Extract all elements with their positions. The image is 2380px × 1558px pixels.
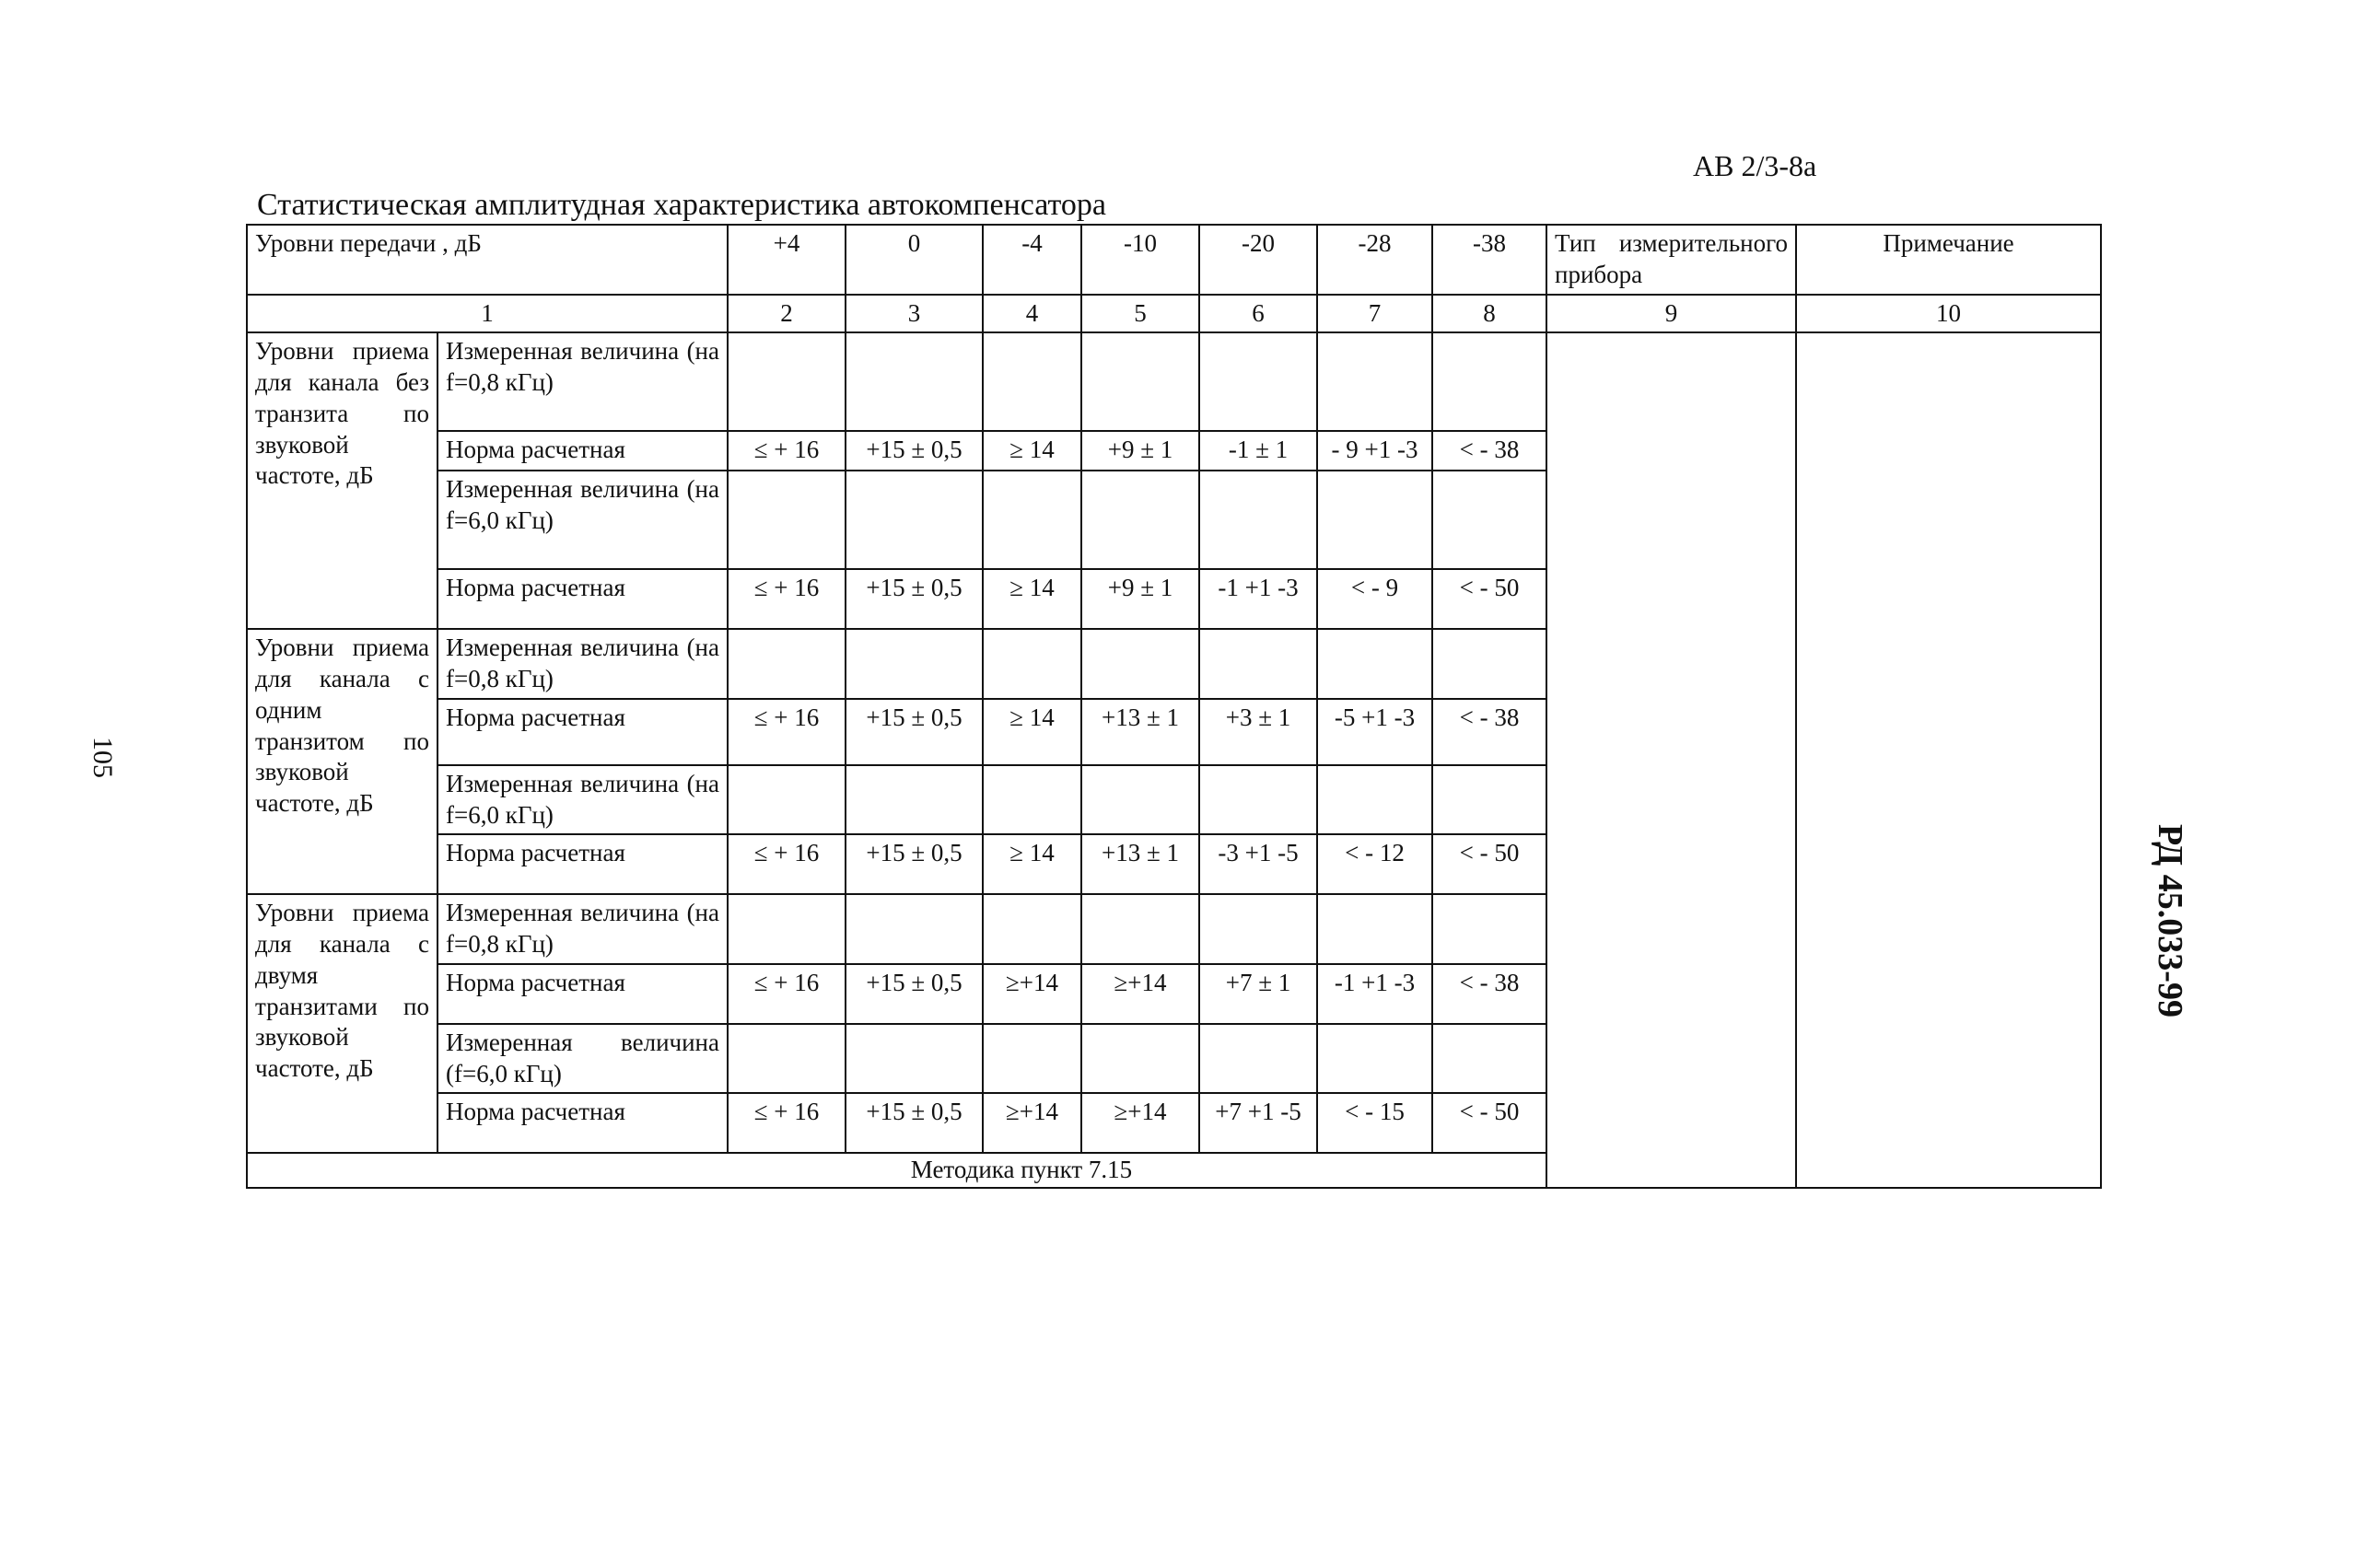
value-cell: ≥+14 (1081, 964, 1199, 1024)
header-level: +4 (728, 225, 846, 295)
value-cell: ≤ + 16 (728, 1093, 846, 1153)
value-cell: ≥ 14 (983, 569, 1081, 629)
group-label: Уровни приема для канала с двумя транзитами по звуковой частоте, дБ (247, 894, 438, 1153)
value-cell: +15 ± 0,5 (846, 569, 983, 629)
measured-cell (728, 629, 846, 699)
header-level: -38 (1432, 225, 1546, 295)
amplitude-table (246, 224, 2102, 1189)
column-number: 5 (1081, 295, 1199, 333)
page-number: 105 (88, 737, 118, 778)
parameter-label: Измеренная величина (на f=0,8 кГц) (438, 332, 728, 431)
measured-cell (728, 1024, 846, 1094)
parameter-label: Норма расчетная (438, 699, 728, 765)
value-cell: ≥+14 (983, 1093, 1081, 1153)
measured-cell (1432, 894, 1546, 964)
value-cell: -1 ± 1 (1199, 431, 1317, 471)
value-cell: +15 ± 0,5 (846, 1093, 983, 1153)
group-label: Уровни приема для канала без транзита по звуковой частоте, дБ (247, 332, 438, 629)
value-cell: +9 ± 1 (1081, 569, 1199, 629)
value-cell: < - 38 (1432, 431, 1546, 471)
value-cell: -3 +1 -5 (1199, 834, 1317, 894)
measured-cell (1432, 765, 1546, 835)
measured-cell (1081, 765, 1199, 835)
measured-cell (1432, 1024, 1546, 1094)
measured-cell (983, 629, 1081, 699)
measured-cell (728, 894, 846, 964)
measured-cell (728, 471, 846, 569)
column-number: 4 (983, 295, 1081, 333)
measured-cell (846, 332, 983, 431)
value-cell: < - 50 (1432, 569, 1546, 629)
measured-cell (1199, 1024, 1317, 1094)
value-cell: ≥ 14 (983, 699, 1081, 765)
measured-cell (1317, 894, 1432, 964)
note-cell (1796, 332, 2101, 1188)
instrument-type-cell (1546, 332, 1796, 1188)
measured-cell (1081, 629, 1199, 699)
measured-cell (983, 332, 1081, 431)
parameter-label: Норма расчетная (438, 964, 728, 1024)
measured-cell (728, 765, 846, 835)
value-cell: ≤ + 16 (728, 569, 846, 629)
column-number: 7 (1317, 295, 1432, 333)
document-code: АВ 2/3-8а (1693, 149, 1817, 182)
value-cell: ≤ + 16 (728, 431, 846, 471)
measured-cell (1317, 332, 1432, 431)
value-cell: +3 ± 1 (1199, 699, 1317, 765)
parameter-label: Норма расчетная (438, 569, 728, 629)
column-number: 9 (1546, 295, 1796, 333)
value-cell: < - 50 (1432, 834, 1546, 894)
measured-cell (983, 765, 1081, 835)
parameter-label: Измеренная величина (f=6,0 кГц) (438, 1024, 728, 1094)
header-levels-label: Уровни передачи , дБ (247, 225, 728, 295)
header-row (247, 225, 2101, 295)
value-cell: ≤ + 16 (728, 699, 846, 765)
parameter-label: Норма расчетная (438, 431, 728, 471)
value-cell: ≥+14 (1081, 1093, 1199, 1153)
header-level: -28 (1317, 225, 1432, 295)
measured-cell (846, 894, 983, 964)
value-cell: -5 +1 -3 (1317, 699, 1432, 765)
value-cell: < - 38 (1432, 699, 1546, 765)
measured-cell (1317, 471, 1432, 569)
parameter-label: Норма расчетная (438, 834, 728, 894)
header-level: -20 (1199, 225, 1317, 295)
value-cell: -1 +1 -3 (1317, 964, 1432, 1024)
measured-cell (1199, 332, 1317, 431)
measured-cell (1199, 471, 1317, 569)
measured-cell (846, 629, 983, 699)
side-document-code: РД 45.033-99 (2151, 824, 2189, 1017)
measured-cell (1081, 894, 1199, 964)
header-instrument: Тип измерительного прибора (1546, 225, 1796, 295)
table-caption: Статистическая амплитудная характеристика автокомпенсатора (257, 188, 1106, 222)
measured-cell (1199, 765, 1317, 835)
measured-cell (983, 471, 1081, 569)
measured-cell (1081, 332, 1199, 431)
measured-cell (846, 471, 983, 569)
header-level: 0 (846, 225, 983, 295)
measured-cell (983, 894, 1081, 964)
measured-cell (1081, 1024, 1199, 1094)
parameter-label: Измеренная величина (на f=0,8 кГц) (438, 629, 728, 699)
parameter-label: Измеренная величина (на f=6,0 кГц) (438, 765, 728, 835)
value-cell: < - 12 (1317, 834, 1432, 894)
measured-cell (1432, 471, 1546, 569)
value-cell: - 9 +1 -3 (1317, 431, 1432, 471)
measured-cell (983, 1024, 1081, 1094)
value-cell: ≥ 14 (983, 834, 1081, 894)
column-number: 6 (1199, 295, 1317, 333)
header-note: Примечание (1796, 225, 2101, 295)
value-cell: +9 ± 1 (1081, 431, 1199, 471)
value-cell: +15 ± 0,5 (846, 431, 983, 471)
value-cell: < - 38 (1432, 964, 1546, 1024)
table-row (247, 332, 2101, 431)
method-reference: Методика пункт 7.15 (247, 1153, 1796, 1188)
measured-cell (1317, 1024, 1432, 1094)
column-number: 8 (1432, 295, 1546, 333)
value-cell: +7 +1 -5 (1199, 1093, 1317, 1153)
measured-cell (1317, 765, 1432, 835)
measured-cell (846, 1024, 983, 1094)
measured-cell (1432, 629, 1546, 699)
value-cell: < - 9 (1317, 569, 1432, 629)
value-cell: +13 ± 1 (1081, 834, 1199, 894)
measured-cell (1199, 894, 1317, 964)
column-number-row (247, 295, 2101, 333)
column-number: 1 (247, 295, 728, 333)
value-cell: +15 ± 0,5 (846, 699, 983, 765)
measured-cell (1432, 332, 1546, 431)
measured-cell (1081, 471, 1199, 569)
column-number: 3 (846, 295, 983, 333)
value-cell: +15 ± 0,5 (846, 834, 983, 894)
value-cell: ≥ 14 (983, 431, 1081, 471)
value-cell: < - 15 (1317, 1093, 1432, 1153)
value-cell: ≥+14 (983, 964, 1081, 1024)
measured-cell (1199, 629, 1317, 699)
measured-cell (728, 332, 846, 431)
header-level: -4 (983, 225, 1081, 295)
value-cell: < - 50 (1432, 1093, 1546, 1153)
value-cell: +7 ± 1 (1199, 964, 1317, 1024)
measured-cell (846, 765, 983, 835)
parameter-label: Измеренная величина (на f=0,8 кГц) (438, 894, 728, 964)
value-cell: +15 ± 0,5 (846, 964, 983, 1024)
parameter-label: Норма расчетная (438, 1093, 728, 1153)
header-level: -10 (1081, 225, 1199, 295)
column-number: 10 (1796, 295, 2101, 333)
parameter-label: Измеренная величина (на f=6,0 кГц) (438, 471, 728, 569)
value-cell: ≤ + 16 (728, 964, 846, 1024)
group-label: Уровни приема для канала с одним транзитом по звуковой частоте, дБ (247, 629, 438, 894)
value-cell: ≤ + 16 (728, 834, 846, 894)
column-number: 2 (728, 295, 846, 333)
measured-cell (1317, 629, 1432, 699)
value-cell: -1 +1 -3 (1199, 569, 1317, 629)
value-cell: +13 ± 1 (1081, 699, 1199, 765)
